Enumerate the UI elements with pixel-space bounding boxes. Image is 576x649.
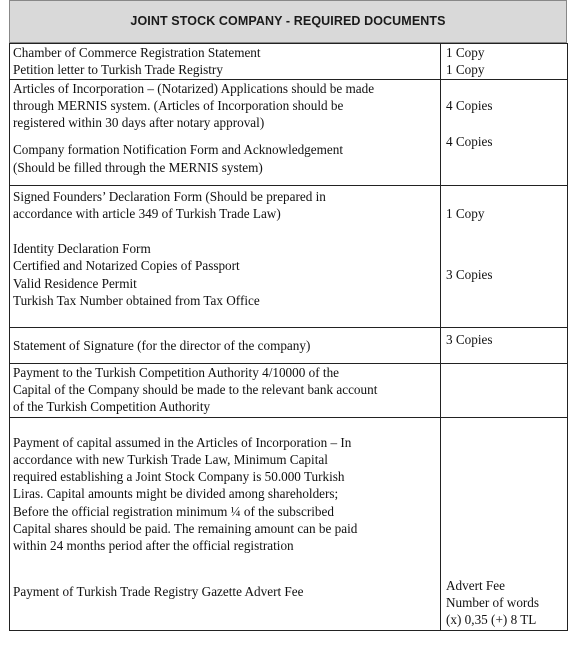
requirement-text: Payment of Turkish Trade Registry Gazette Advert Fee <box>13 583 304 599</box>
quantity-cell <box>441 185 568 327</box>
requirement-text: accordance with new Turkish Trade Law, Minimum Capital <box>13 451 328 467</box>
document <box>9 0 567 631</box>
requirement-text: required establishing a Joint Stock Company is 50.000 Turkish <box>13 469 345 485</box>
requirement-text: Certified and Notarized Copies of Passport <box>13 258 240 274</box>
requirement-text: (Should be filled through the MERNIS system) <box>13 159 263 175</box>
quantity-text: 4 Copies <box>446 97 493 113</box>
requirement-text: Articles of Incorporation – (Notarized) Applications should be made <box>13 80 375 96</box>
quantity-text: Advert Fee <box>446 577 505 593</box>
requirement-text: Valid Residence Permit <box>13 275 137 291</box>
requirement-text: Capital shares should be paid. The remaining amount can be paid <box>13 521 358 537</box>
quantity-text: 4 Copies <box>446 133 493 149</box>
requirement-cell <box>10 363 441 417</box>
requirement-text: Signed Founders’ Declaration Form (Should be prepared in <box>13 188 326 204</box>
table-row <box>10 327 568 363</box>
quantity-text: 1 Copy <box>446 205 485 221</box>
quantity-cell <box>441 327 568 363</box>
quantity-text: 1 Copy <box>446 62 485 78</box>
requirement-text: Before the official registration minimum ¼ of the subscribed <box>13 503 334 519</box>
quantity-cell <box>441 417 568 630</box>
requirement-cell <box>10 185 441 327</box>
requirement-text: Liras. Capital amounts might be divided among shareholders; <box>13 486 339 502</box>
quantity-cell <box>441 44 568 80</box>
requirement-cell <box>10 327 441 363</box>
requirement-text: Petition letter to Turkish Trade Registry <box>13 62 223 78</box>
quantity-text: Number of words <box>446 594 540 610</box>
documents-table <box>9 43 568 631</box>
requirement-text: of the Turkish Competition Authority <box>13 399 211 415</box>
requirement-text: Capital of the Company should be made to the relevant bank account <box>13 381 378 397</box>
requirement-text: Turkish Tax Number obtained from Tax Office <box>13 293 260 309</box>
requirement-text: Chamber of Commerce Registration Statement <box>13 45 261 60</box>
requirement-text: Payment of capital assumed in the Articles of Incorporation – In <box>13 434 352 450</box>
requirement-text: Statement of Signature (for the director of the company) <box>13 337 311 353</box>
quantity-text: 3 Copies <box>446 266 493 282</box>
quantity-text: 3 Copies <box>446 331 493 347</box>
quantity-cell <box>441 79 568 185</box>
table-row <box>10 417 568 630</box>
requirement-text: Identity Declaration Form <box>13 241 151 257</box>
requirement-text: Payment to the Turkish Competition Authority 4/10000 of the <box>13 364 340 380</box>
quantity-cell <box>441 363 568 417</box>
quantity-text: 1 Copy <box>446 45 485 60</box>
quantity-text: (x) 0,35 (+) 8 TL <box>446 612 537 628</box>
table-row <box>10 44 568 80</box>
document-title: JOINT STOCK COMPANY - REQUIRED DOCUMENTS <box>9 0 567 43</box>
table-row <box>10 363 568 417</box>
requirement-cell <box>10 417 441 630</box>
requirement-text: within 24 months period after the official registration <box>13 538 294 554</box>
requirement-cell <box>10 44 441 80</box>
requirement-text: through MERNIS system. (Articles of Incorporation should be <box>13 97 344 113</box>
requirement-text: registered within 30 days after notary approval) <box>13 115 265 131</box>
requirement-text: Company formation Notification Form and Acknowledgement <box>13 142 343 158</box>
requirement-cell <box>10 79 441 185</box>
requirement-text: accordance with article 349 of Turkish Trade Law) <box>13 205 281 221</box>
table-row <box>10 79 568 185</box>
table-row <box>10 185 568 327</box>
